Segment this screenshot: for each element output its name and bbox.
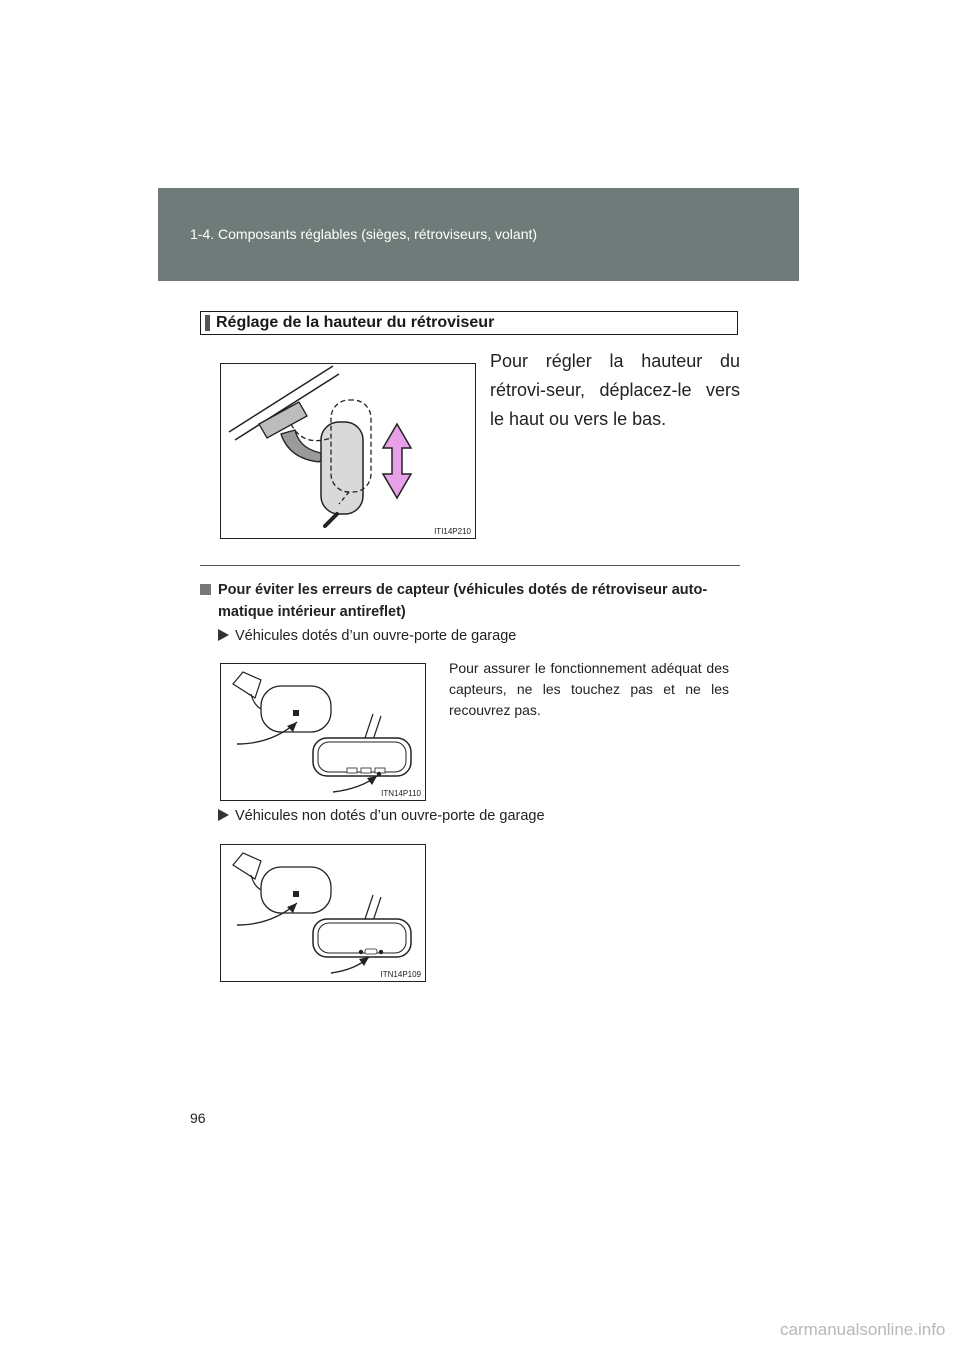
case-label: Véhicules non dotés d’un ouvre-porte de garage [235, 808, 545, 824]
sensor-without-opener-illustration [221, 845, 427, 983]
mirror-height-illustration [221, 364, 477, 540]
square-bullet-icon [200, 584, 211, 595]
figure-code: ITN14P110 [381, 789, 421, 798]
case-with-garage-opener [218, 628, 516, 644]
triangle-bullet-icon [218, 629, 229, 641]
sensor-with-opener-illustration [221, 664, 427, 802]
adjust-instructions: Pour régler la hauteur du rétrovi-seur, déplacez-le vers le haut ou vers le bas. [490, 351, 740, 429]
divider [200, 565, 740, 566]
section-header-band [158, 188, 799, 281]
watermark-text: carmanualsonline.info [780, 1320, 946, 1339]
figure-sensor-garage-opener [220, 663, 426, 801]
sensor-care-text: Pour assurer le fonctionnement adéquat des capteurs, ne les touchez pas et ne les recouvrez pas. [449, 660, 729, 718]
heading-marker [205, 315, 210, 331]
case-without-garage-opener [218, 808, 545, 824]
figure-code: ITI14P210 [434, 527, 471, 536]
figure-sensor-no-opener [220, 844, 426, 982]
heading-title: Réglage de la hauteur du rétroviseur [216, 314, 495, 331]
figure-mirror-height [220, 363, 476, 539]
page-number: 96 [190, 1110, 206, 1126]
case-label: Véhicules dotés d’un ouvre-porte de garage [235, 628, 517, 644]
triangle-bullet-icon [218, 809, 229, 821]
figure-code: ITN14P109 [380, 970, 421, 979]
heading-box [200, 311, 738, 335]
sensor-note-heading [200, 579, 740, 623]
section-title: 1-4. Composants réglables (sièges, rétroviseurs, volant) [190, 226, 538, 242]
sensor-note-title: Pour éviter les erreurs de capteur (véhicules dotés de rétroviseur auto-matique intérieur antireflet) [218, 582, 708, 620]
